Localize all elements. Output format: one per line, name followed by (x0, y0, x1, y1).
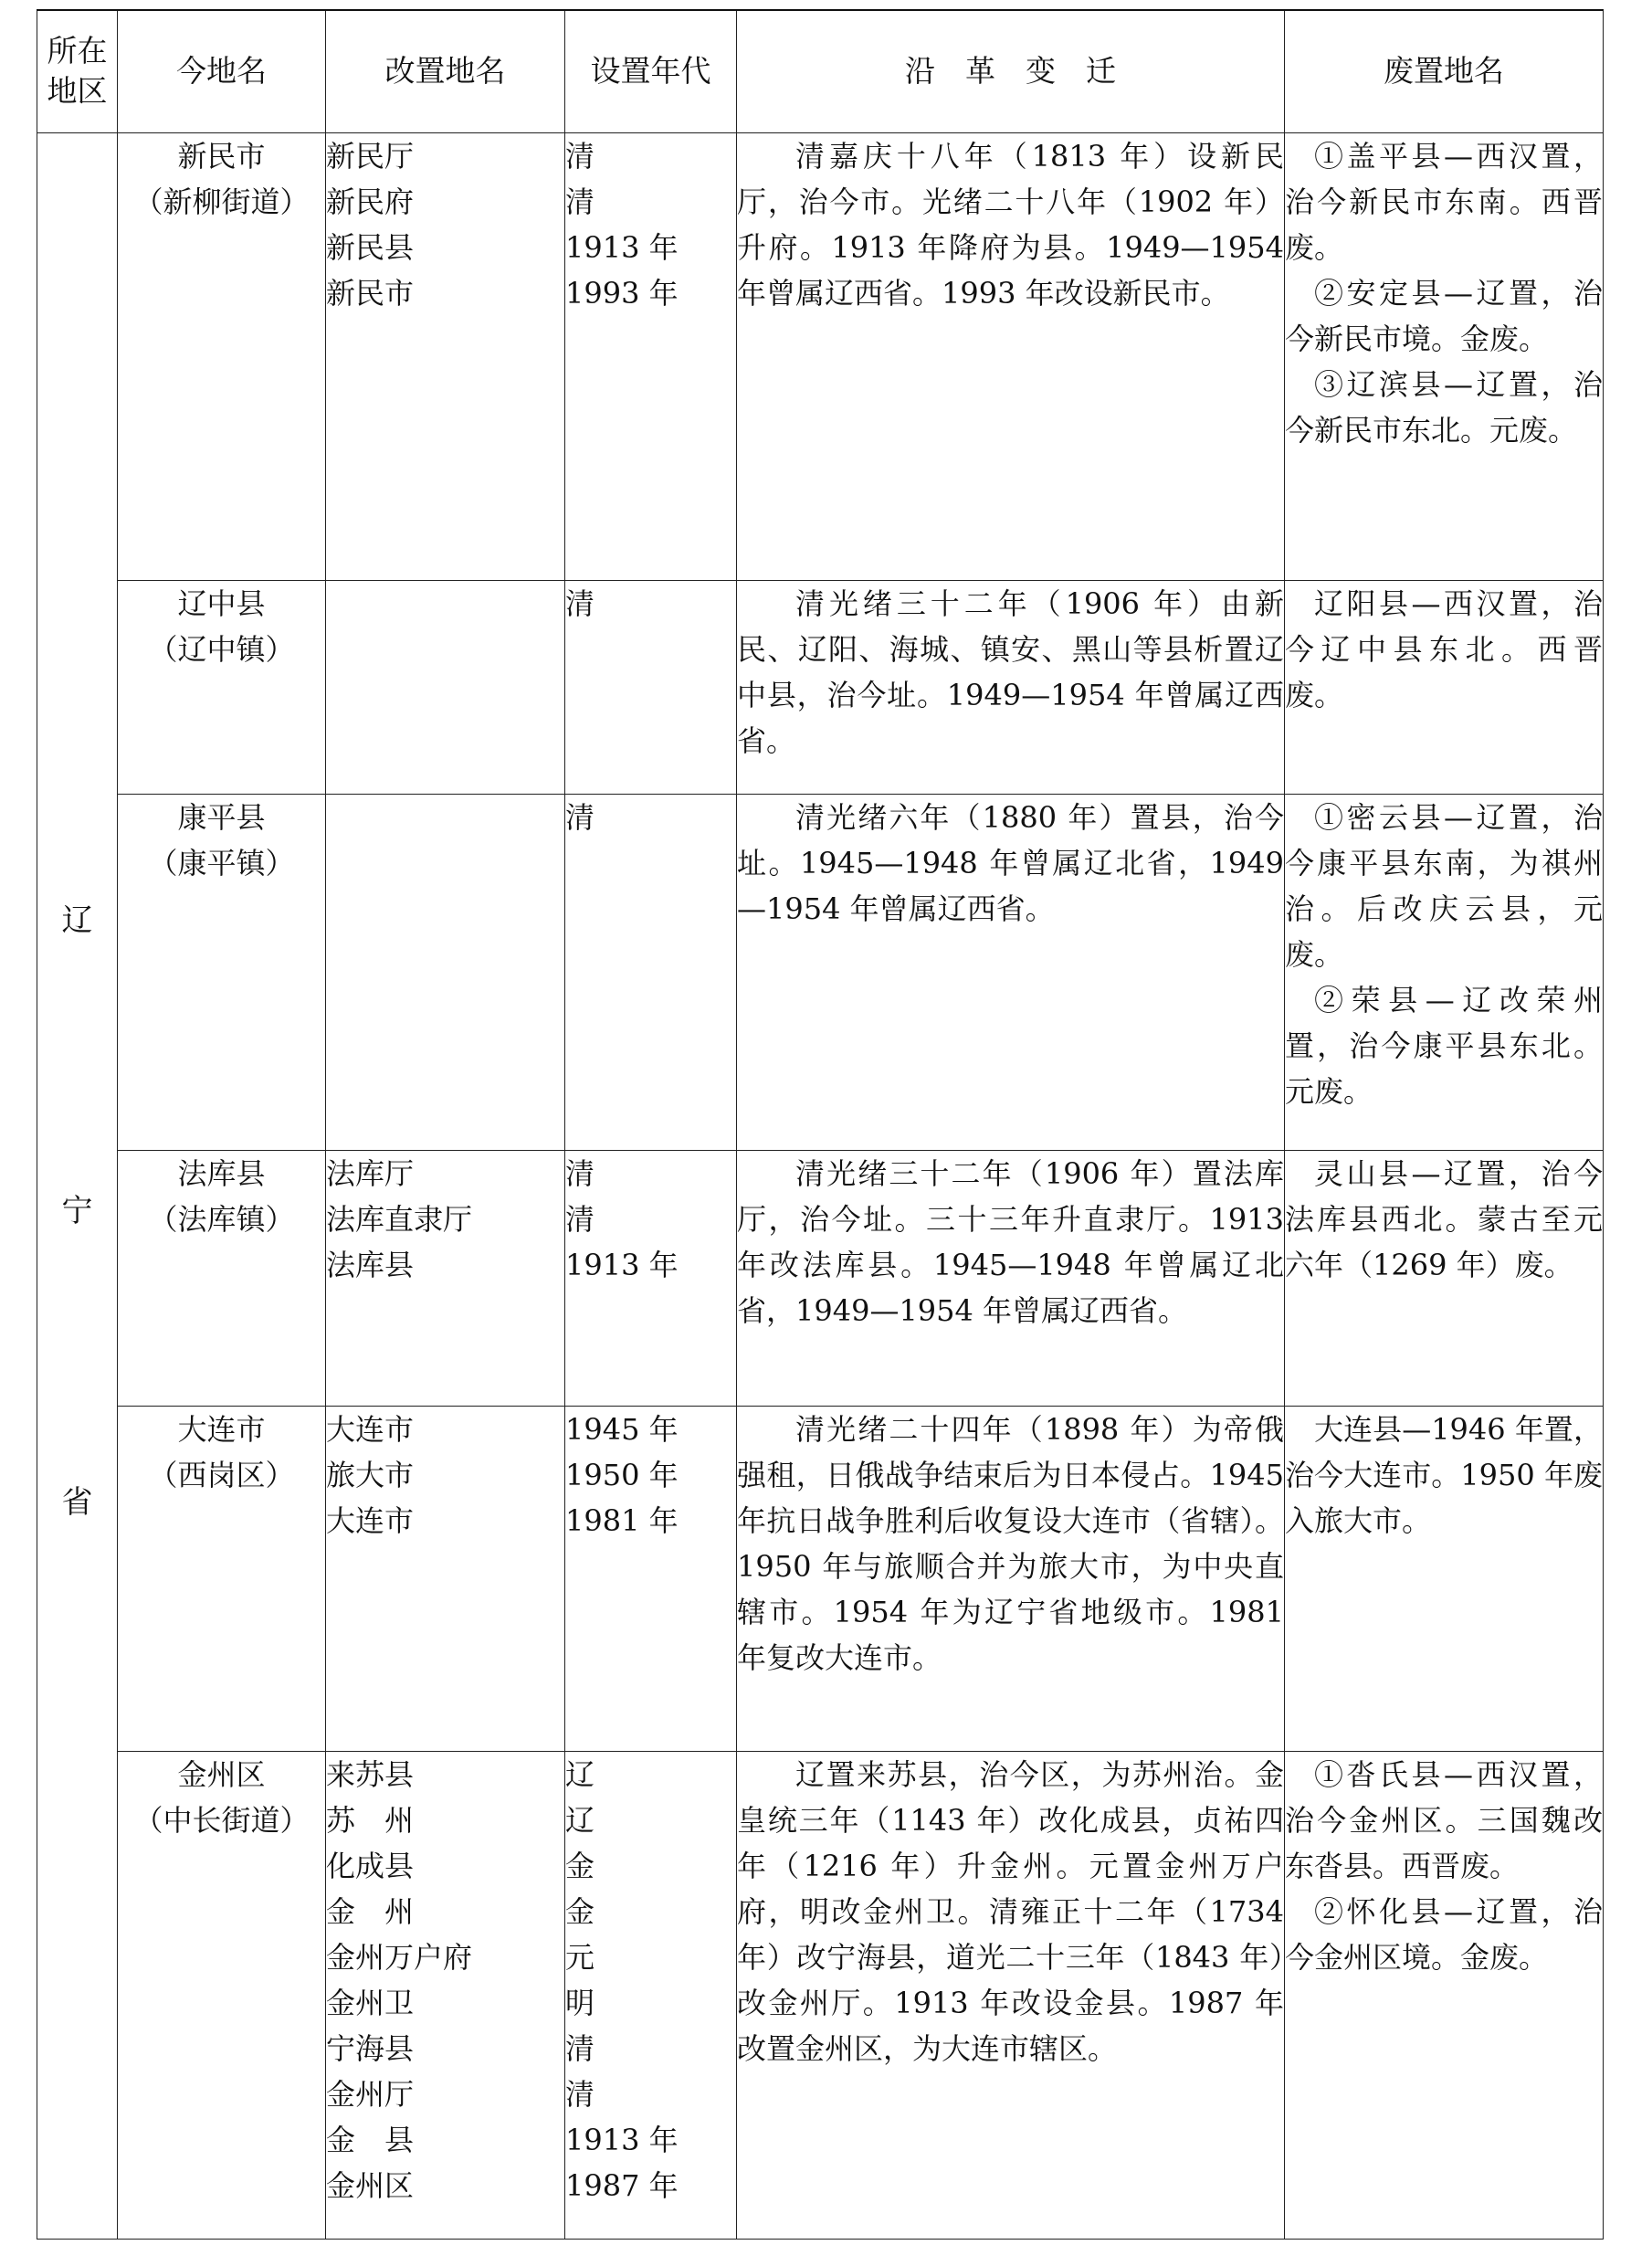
header-row (37, 10, 1604, 132)
modern-name-cell (118, 1150, 326, 1406)
former-names-cell (326, 794, 565, 1150)
modern-name-cell (118, 794, 326, 1150)
table-row (37, 794, 1604, 1150)
former-name: 大连市 (326, 1502, 415, 1538)
modern-name-cell (118, 1406, 326, 1751)
abolished-cell (1285, 580, 1604, 794)
former-name: 苏 州 (326, 1802, 415, 1838)
set-year: 1987 年 (565, 2167, 679, 2203)
former-name: 宁海县 (326, 2030, 415, 2066)
set-year: 清 (565, 2076, 595, 2112)
abolished-entry: 灵山县—辽置，治今法库县西北。蒙古至元六年（1269 年）废。 (1285, 1155, 1603, 1282)
set-year: 1950 年 (565, 1457, 679, 1492)
header-set-years: 设置年代 (565, 10, 737, 132)
header-former-names: 改置地名 (326, 10, 565, 132)
former-name: 金州厅 (326, 2076, 415, 2112)
former-name: 大连市 (326, 1411, 415, 1447)
set-year: 金 (565, 1893, 595, 1929)
set-year: 1945 年 (565, 1411, 679, 1447)
history-cell: 辽置来苏县，治今区，为苏州治。金皇统三年（1143 年）改化成县，贞祐四年（1216 年）升金州。元置金州万户府，明改金州卫。清雍正十二年（1734 年）改宁海县，道光二十三年（1843 年）改金州厅。1913 年改设金县。1987 年改置金州区，为大连市辖区。 (737, 1751, 1285, 2239)
former-name: 法库县 (326, 1247, 415, 1282)
abolished-entry: ①密云县—辽置，治今康平县东南，为祺州治。后改庆云县，元废。 (1285, 799, 1603, 972)
modern-name-cell (118, 580, 326, 794)
history-cell: 清光绪六年（1880 年）置县，治今址。1945—1948 年曾属辽北省，1949—1954 年曾属辽西省。 (737, 794, 1285, 1150)
modern-name-line: 大连市 (177, 1411, 266, 1447)
former-names-cell (326, 580, 565, 794)
modern-name-line: 康平县 (177, 799, 266, 835)
abolished-entry: ①盖平县—西汉置，治今新民市东南。西晋废。 (1285, 138, 1603, 265)
modern-name-line: （新柳街道） (133, 184, 310, 219)
set-years-cell (565, 1406, 737, 1751)
header-abolished: 废置地名 (1285, 10, 1604, 132)
region-char: 省 (61, 1483, 93, 1521)
set-years-cell (565, 1751, 737, 2239)
former-name: 旅大市 (326, 1457, 415, 1492)
former-name: 金州区 (326, 2167, 415, 2203)
abolished-entry: ③辽滨县—辽置，治今新民市东北。元废。 (1285, 366, 1603, 448)
set-year: 辽 (565, 1756, 595, 1792)
set-year: 辽 (565, 1802, 595, 1838)
abolished-entry: 辽阳县—西汉置，治今辽中县东北。西晋废。 (1285, 585, 1603, 712)
abolished-cell (1285, 1150, 1604, 1406)
abolished-entry: ②荣县—辽改荣州置，治今康平县东北。元废。 (1285, 982, 1603, 1109)
former-name: 化成县 (326, 1848, 415, 1883)
abolished-cell (1285, 132, 1604, 580)
set-year: 1981 年 (565, 1502, 679, 1538)
former-name: 新民市 (326, 275, 415, 311)
set-year: 1913 年 (565, 2122, 679, 2157)
modern-name-line: 辽中县 (177, 585, 266, 621)
modern-name-line: （法库镇） (148, 1201, 295, 1237)
former-names-cell (326, 132, 565, 580)
modern-name-line: 法库县 (177, 1155, 266, 1191)
former-name: 新民县 (326, 229, 415, 265)
set-year: 清 (565, 1201, 595, 1237)
table-row (37, 1150, 1604, 1406)
set-year: 元 (565, 1939, 595, 1975)
history-cell: 清光绪三十二年（1906 年）由新民、辽阳、海城、镇安、黑山等县析置辽中县，治今址。1949—1954 年曾属辽西省。 (737, 580, 1285, 794)
set-year: 清 (565, 2030, 595, 2066)
modern-name-line: 金州区 (177, 1756, 266, 1792)
abolished-entry: 大连县—1946 年置，治今大连市。1950 年废入旅大市。 (1285, 1411, 1603, 1538)
set-year: 清 (565, 184, 595, 219)
modern-name-line: （西岗区） (148, 1457, 295, 1492)
former-name: 金州万户府 (326, 1939, 473, 1975)
modern-name-line: （中长街道） (133, 1802, 310, 1838)
region-cell (37, 132, 118, 2239)
history-cell: 清嘉庆十八年（1813 年）设新民厅，治今市。光绪二十八年（1902 年）升府。1913 年降府为县。1949—1954 年曾属辽西省。1993 年改设新民市。 (737, 132, 1285, 580)
former-names-cell (326, 1406, 565, 1751)
modern-name-line: 新民市 (177, 138, 266, 174)
region-char: 辽 (61, 902, 93, 940)
set-year: 清 (565, 1155, 595, 1191)
table-row (37, 1751, 1604, 2239)
abolished-cell (1285, 794, 1604, 1150)
region-char: 宁 (61, 1193, 93, 1230)
gazetteer-table (37, 9, 1604, 2240)
set-years-cell (565, 794, 737, 1150)
former-names-cell (326, 1751, 565, 2239)
set-year: 清 (565, 138, 595, 174)
modern-name-line: （辽中镇） (148, 631, 295, 667)
table-row (37, 580, 1604, 794)
header-history: 沿 革 变 迁 (737, 10, 1285, 132)
header-region: 所在地区 (37, 10, 118, 132)
table-row (37, 132, 1604, 580)
former-name: 金 州 (326, 1893, 415, 1929)
history-cell: 清光绪三十二年（1906 年）置法库厅，治今址。三十三年升直隶厅。1913 年改法库县。1945—1948 年曾属辽北省，1949—1954 年曾属辽西省。 (737, 1150, 1285, 1406)
former-name: 金州卫 (326, 1985, 415, 2020)
set-years-cell (565, 132, 737, 580)
set-year: 金 (565, 1848, 595, 1883)
former-name: 法库直隶厅 (326, 1201, 473, 1237)
former-name: 新民府 (326, 184, 415, 219)
set-year: 明 (565, 1985, 595, 2020)
abolished-cell (1285, 1751, 1604, 2239)
modern-name-cell (118, 1751, 326, 2239)
set-year: 清 (565, 585, 595, 621)
former-name: 新民厅 (326, 138, 415, 174)
set-year: 1913 年 (565, 229, 679, 265)
former-name: 来苏县 (326, 1756, 415, 1792)
header-modern-name: 今地名 (118, 10, 326, 132)
history-cell: 清光绪二十四年（1898 年）为帝俄强租，日俄战争结束后为日本侵占。1945 年抗日战争胜利后收复设大连市（省辖）。1950 年与旅顺合并为旅大市，为中央直辖市。1954 年为辽宁省地级市。1981 年复改大连市。 (737, 1406, 1285, 1751)
abolished-entry: ②安定县—辽置，治今新民市境。金废。 (1285, 275, 1603, 356)
set-year: 1993 年 (565, 275, 679, 311)
modern-name-line: （康平镇） (148, 845, 295, 880)
set-year: 清 (565, 799, 595, 835)
set-years-cell (565, 1150, 737, 1406)
table-row (37, 1406, 1604, 1751)
abolished-entry: ①沓氏县—西汉置，治今金州区。三国魏改东沓县。西晋废。 (1285, 1756, 1603, 1883)
set-year: 1913 年 (565, 1247, 679, 1282)
abolished-entry: ②怀化县—辽置，治今金州区境。金废。 (1285, 1893, 1603, 1975)
set-years-cell (565, 580, 737, 794)
abolished-cell (1285, 1406, 1604, 1751)
former-names-cell (326, 1150, 565, 1406)
former-name: 金 县 (326, 2122, 415, 2157)
former-name: 法库厅 (326, 1155, 415, 1191)
modern-name-cell (118, 132, 326, 580)
